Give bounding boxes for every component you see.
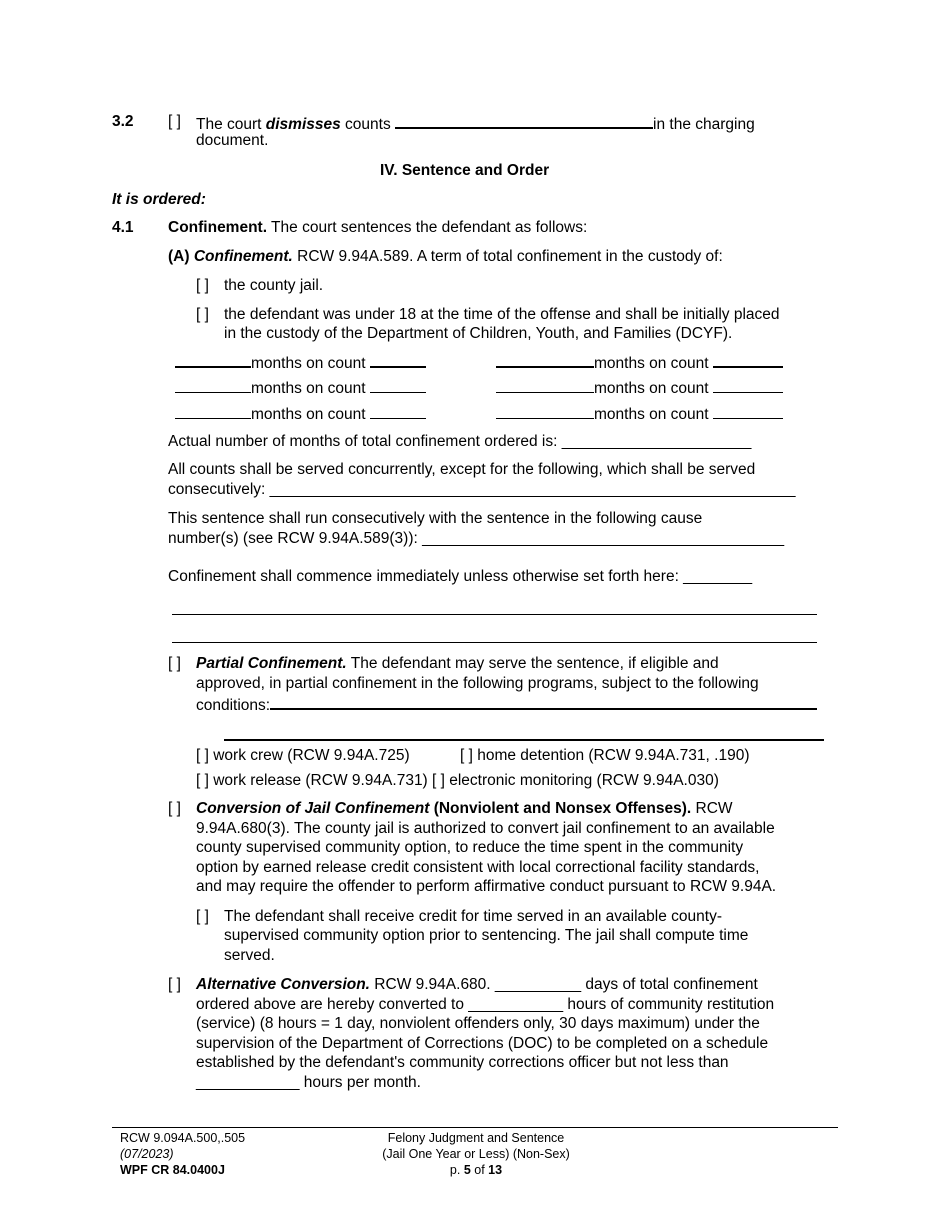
checkbox-dcyf[interactable]: [ ]	[196, 306, 209, 323]
alternative-line-1: Alternative Conversion. RCW 9.94A.680. __________ days of total confinement	[196, 976, 758, 993]
conditions-field[interactable]	[270, 693, 817, 710]
footer-title-1: Felony Judgment and Sentence	[387, 1131, 565, 1145]
footer-divider	[112, 1127, 838, 1128]
option-home-detention[interactable]: [ ] home detention (RCW 9.94A.731, .190)	[460, 747, 750, 764]
confinement-a: (A) Confinement. RCW 9.94A.589. A term of total confinement in the custody of:	[168, 248, 723, 265]
alternative-line-2: ordered above are hereby converted to ___________ hours of community restitution	[196, 996, 775, 1013]
count-field[interactable]	[713, 351, 783, 368]
option-work-release[interactable]: [ ] work release (RCW 9.94A.731)	[196, 772, 428, 789]
alternative-line-6: ____________ hours per month.	[196, 1074, 421, 1091]
footer-date: (07/2023)	[120, 1147, 174, 1161]
checkbox-partial-confinement[interactable]: [ ]	[168, 655, 181, 672]
section-number-3-2: 3.2	[112, 113, 134, 130]
months-row-1-left: months on count	[175, 351, 426, 374]
dcyf-label-line2: in the custody of the Department of Children, Youth, and Families (DCYF).	[224, 325, 733, 342]
months-row-3-left: months on count	[175, 403, 426, 425]
checkbox-conversion[interactable]: [ ]	[168, 800, 181, 817]
commence-blank-line-1[interactable]	[172, 614, 817, 615]
commence-blank-line-2[interactable]	[172, 642, 817, 643]
partial-line-2: approved, in partial confinement in the following programs, subject to the following	[196, 675, 759, 692]
months-row-1-right: months on count	[496, 351, 783, 374]
credit-line-2: supervised community option prior to sentencing. The jail shall compute time	[224, 927, 749, 944]
count-field[interactable]	[713, 377, 783, 393]
dismiss-counts-text: The court dismisses counts in the charging	[196, 112, 755, 135]
conversion-line-2: 9.94A.680(3). The county jail is authorized to convert jail confinement to an available	[196, 820, 775, 837]
count-field[interactable]	[370, 351, 426, 368]
actual-months-line: Actual number of months of total confinement ordered is: ______________________	[168, 433, 752, 450]
commence-line: Confinement shall commence immediately unless otherwise set forth here: ________	[168, 568, 753, 585]
months-field[interactable]	[175, 351, 251, 368]
checkbox-county-jail[interactable]: [ ]	[196, 277, 209, 294]
conversion-line-3: county supervised community option, to reduce the time spent in the community	[196, 839, 744, 856]
checkbox-credit-time-served[interactable]: [ ]	[196, 908, 209, 925]
months-row-2-left: months on count	[175, 377, 426, 399]
confinement-intro: Confinement. The court sentences the defendant as follows:	[168, 219, 588, 236]
alternative-line-5: established by the defendant's community corrections officer but not less than	[196, 1054, 729, 1071]
footer-rcw: RCW 9.094A.500,.505	[120, 1131, 246, 1145]
partial-line-3: conditions:	[196, 693, 817, 716]
county-jail-label: the county jail.	[224, 277, 324, 294]
conditions-blank-line[interactable]	[224, 739, 824, 741]
partial-line-1: Partial Confinement. The defendant may serve the sentence, if eligible and	[196, 655, 719, 672]
months-field[interactable]	[496, 377, 594, 393]
concurrent-line-1: All counts shall be served concurrently, except for the following, which shall be served	[168, 461, 756, 478]
months-field[interactable]	[496, 403, 594, 419]
section-title: IV. Sentence and Order	[380, 162, 550, 179]
footer-page: p. 5 of 13	[449, 1163, 503, 1177]
count-field[interactable]	[370, 403, 426, 419]
count-field[interactable]	[370, 377, 426, 393]
conversion-line-1: Conversion of Jail Confinement (Nonviolent and Nonsex Offenses). RCW	[196, 800, 733, 817]
months-row-3-right: months on count	[496, 403, 783, 425]
count-field[interactable]	[713, 403, 783, 419]
dcyf-label-line1: the defendant was under 18 at the time of the offense and shall be initially placed	[224, 306, 780, 323]
footer-form-number: WPF CR 84.0400J	[120, 1163, 225, 1177]
consecutive-line-1: This sentence shall run consecutively with the sentence in the following cause	[168, 510, 703, 527]
consecutive-line-2: number(s) (see RCW 9.94A.589(3)): __________________________________________	[168, 530, 785, 547]
credit-line-1: The defendant shall receive credit for time served in an available county-	[224, 908, 722, 925]
checkbox-dismiss-counts[interactable]: [ ]	[168, 113, 181, 130]
option-work-crew[interactable]: [ ] work crew (RCW 9.94A.725)	[196, 747, 410, 764]
months-field[interactable]	[175, 403, 251, 419]
dismissed-counts-field[interactable]	[395, 112, 653, 129]
alternative-line-3: (service) (8 hours = 1 day, nonviolent offenders only, 30 days maximum) under the	[196, 1015, 760, 1032]
months-field[interactable]	[496, 351, 594, 368]
option-electronic-monitoring[interactable]: [ ] electronic monitoring (RCW 9.94A.030)	[432, 772, 719, 789]
dismiss-counts-text-cont: document.	[196, 132, 269, 149]
credit-line-3: served.	[224, 947, 275, 964]
alternative-line-4: supervision of the Department of Corrections (DOC) to be completed on a schedule	[196, 1035, 769, 1052]
footer-title-2: (Jail One Year or Less) (Non-Sex)	[382, 1147, 570, 1161]
months-field[interactable]	[175, 377, 251, 393]
conversion-line-4: option by earned release credit consistent with local correctional facility standards,	[196, 859, 760, 876]
it-is-ordered-heading: It is ordered:	[112, 191, 206, 208]
concurrent-line-2: consecutively: _____________________________________________________________	[168, 481, 796, 498]
checkbox-alternative-conversion[interactable]: [ ]	[168, 976, 181, 993]
months-row-2-right: months on count	[496, 377, 783, 399]
conversion-line-5: and may require the offender to perform affirmative conduct pursuant to RCW 9.94A.	[196, 878, 777, 895]
section-number-4-1: 4.1	[112, 219, 134, 236]
